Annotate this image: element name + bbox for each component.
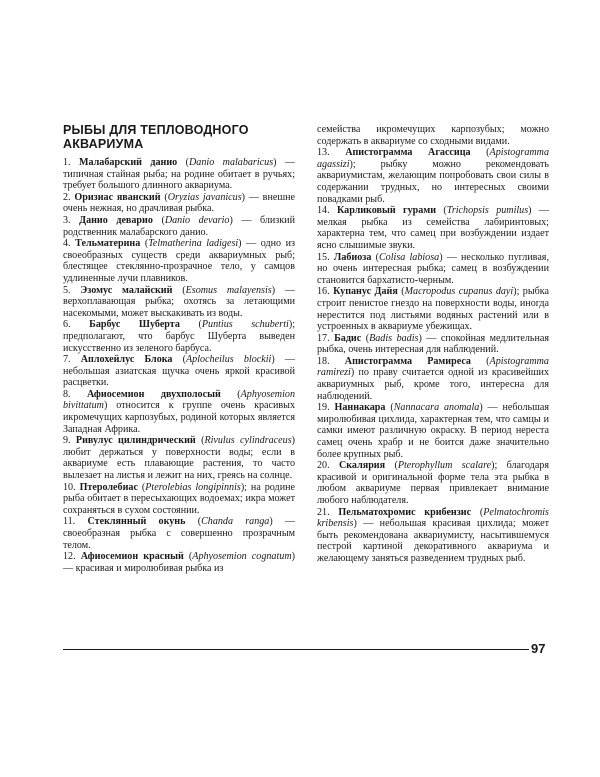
list-item: 4. Тельматерина (Telmatherina ladigesi) — одно из своеобразных существ среди аквариумных рыб; блестящее стеклянно-прозрачное тело, у самцов удлиненные лучи плавников. — [63, 238, 295, 284]
list-item: 3. Данио деварио (Danio devario) — близкий родственник малабарского данио. — [63, 214, 295, 238]
page-title: РЫБЫ ДЛЯ ТЕПЛОВОДНОГО АКВАРИУМА — [63, 123, 249, 151]
list-item: 17. Бадис (Badis badis) — спокойная медлительная рыбка, очень интересная для наблюдений. — [317, 332, 550, 356]
page-number: 97 — [531, 641, 546, 656]
left-column — [63, 157, 295, 574]
list-item: 10. Птеролебиас (Pterolebias longipinnis); на родине рыба обитает в пересыхающих водоемах; икра может сохраняться в сухом состоянии. — [63, 481, 295, 516]
list-item: 5. Эзомус малайский (Esomus malayensis) — верхоплавающая рыбка; охотясь за летающими насекомыми, может выскакивать из воды. — [63, 284, 295, 319]
right-column — [317, 124, 549, 565]
list-item: 13. Апистограмма Агассица (Apistogramma agassizi); рыбку можно рекомендовать аквариумистам, желающим попробовать свои силы в содержании трудных, но интересных своими повадками рыб. — [317, 147, 549, 205]
list-item: 20. Скалярия (Pterophyllum scalare); благодаря красивой и оригинальной форме тела эта рыбка в любом аквариуме первая привлекает внимание любого наблюдателя. — [317, 460, 549, 506]
list-item-continuation: семейства икромечущих карпозубых; можно содержать в аквариуме со сходными видами. — [317, 124, 549, 147]
list-item: 9. Ривулус цилиндрический (Rivulus cylindraceus) любит держаться у поверхности воды; если в аквариуме есть плавающие растения, то часто вылезает на листья и лежит на них, греясь на солнце. — [63, 435, 295, 482]
list-item: 18. Апистограмма Рамиреса (Apistogramma ramirezi) по праву считается одной из красивейших аквариумных рыб, кроме того, интересна для наблюдений. — [317, 355, 549, 402]
list-item: 2. Оризиас яванский (Oryzias javanicus) — внешне очень нежная, но драчливая рыбка. — [63, 191, 295, 215]
list-item: 16. Купанус Дайя (Macropodus cupanus dayi); рыбка строит пенистое гнездо на поверхности воды, иногда нерестится под листьями водяных растений или в устроенных в аквариуме убежищах. — [317, 286, 550, 333]
list-item: 6. Барбус Шуберта (Puntius schuberti); предполагают, что барбус Шуберта выведен искусственно из зеленого барбуса. — [63, 319, 295, 354]
list-item: 1. Малабарский данио (Danio malabaricus) — типичная стайная рыба; на родине обитает в ручьях; требует большого длинного аквариума. — [63, 157, 295, 192]
list-item: 7. Аплохейлус Блока (Aplocheilus blockii) — небольшая азиатская щучка очень яркой красивой расцветки. — [63, 354, 295, 389]
list-item: 19. Наннакара (Nannacara anomala) — небольшая миролюбивая цихлида, характерная тем, что самцы и самки имеют различную окраску. В период нереста самец очень храбр и не боится даже значительно более крупных рыб. — [317, 402, 549, 460]
footer-rule — [63, 649, 529, 650]
list-item: 8. Афиосемион двухполосый (Aphyosemion bivittatum) относится к группе очень красивых икромечущих карпозубых, родиной которых является Западная Африка. — [63, 388, 295, 435]
list-item: 14. Карликовый гурами (Trichopsis pumilus) — мелкая рыбка из семейства лабиринтовых; характерна тем, что самец при возбуждении издает ясно слышимые звуки. — [317, 205, 549, 251]
list-item: 12. Афиосемион красный (Aphyosemion cognatum) — красивая и миролюбивая рыбка из — [63, 551, 295, 574]
list-item: 15. Лабиоза (Colisa labiosa) — несколько пугливая, но очень интересная рыбка; самец в возбуждении становится бархатисто-черным. — [317, 251, 549, 286]
list-item: 11. Стеклянный окунь (Chanda ranga) — своеобразная рыбка с совершенно прозрачным телом. — [63, 516, 296, 551]
list-item: 21. Пельматохромис крибензис (Pelmatochromis kribensis) — небольшая красивая цихлида; может быть рекомендована аквариумисту, насытившемуся пестрой картиной декоративного аквариума и желающему заняться разведением трудных рыб. — [317, 506, 549, 564]
